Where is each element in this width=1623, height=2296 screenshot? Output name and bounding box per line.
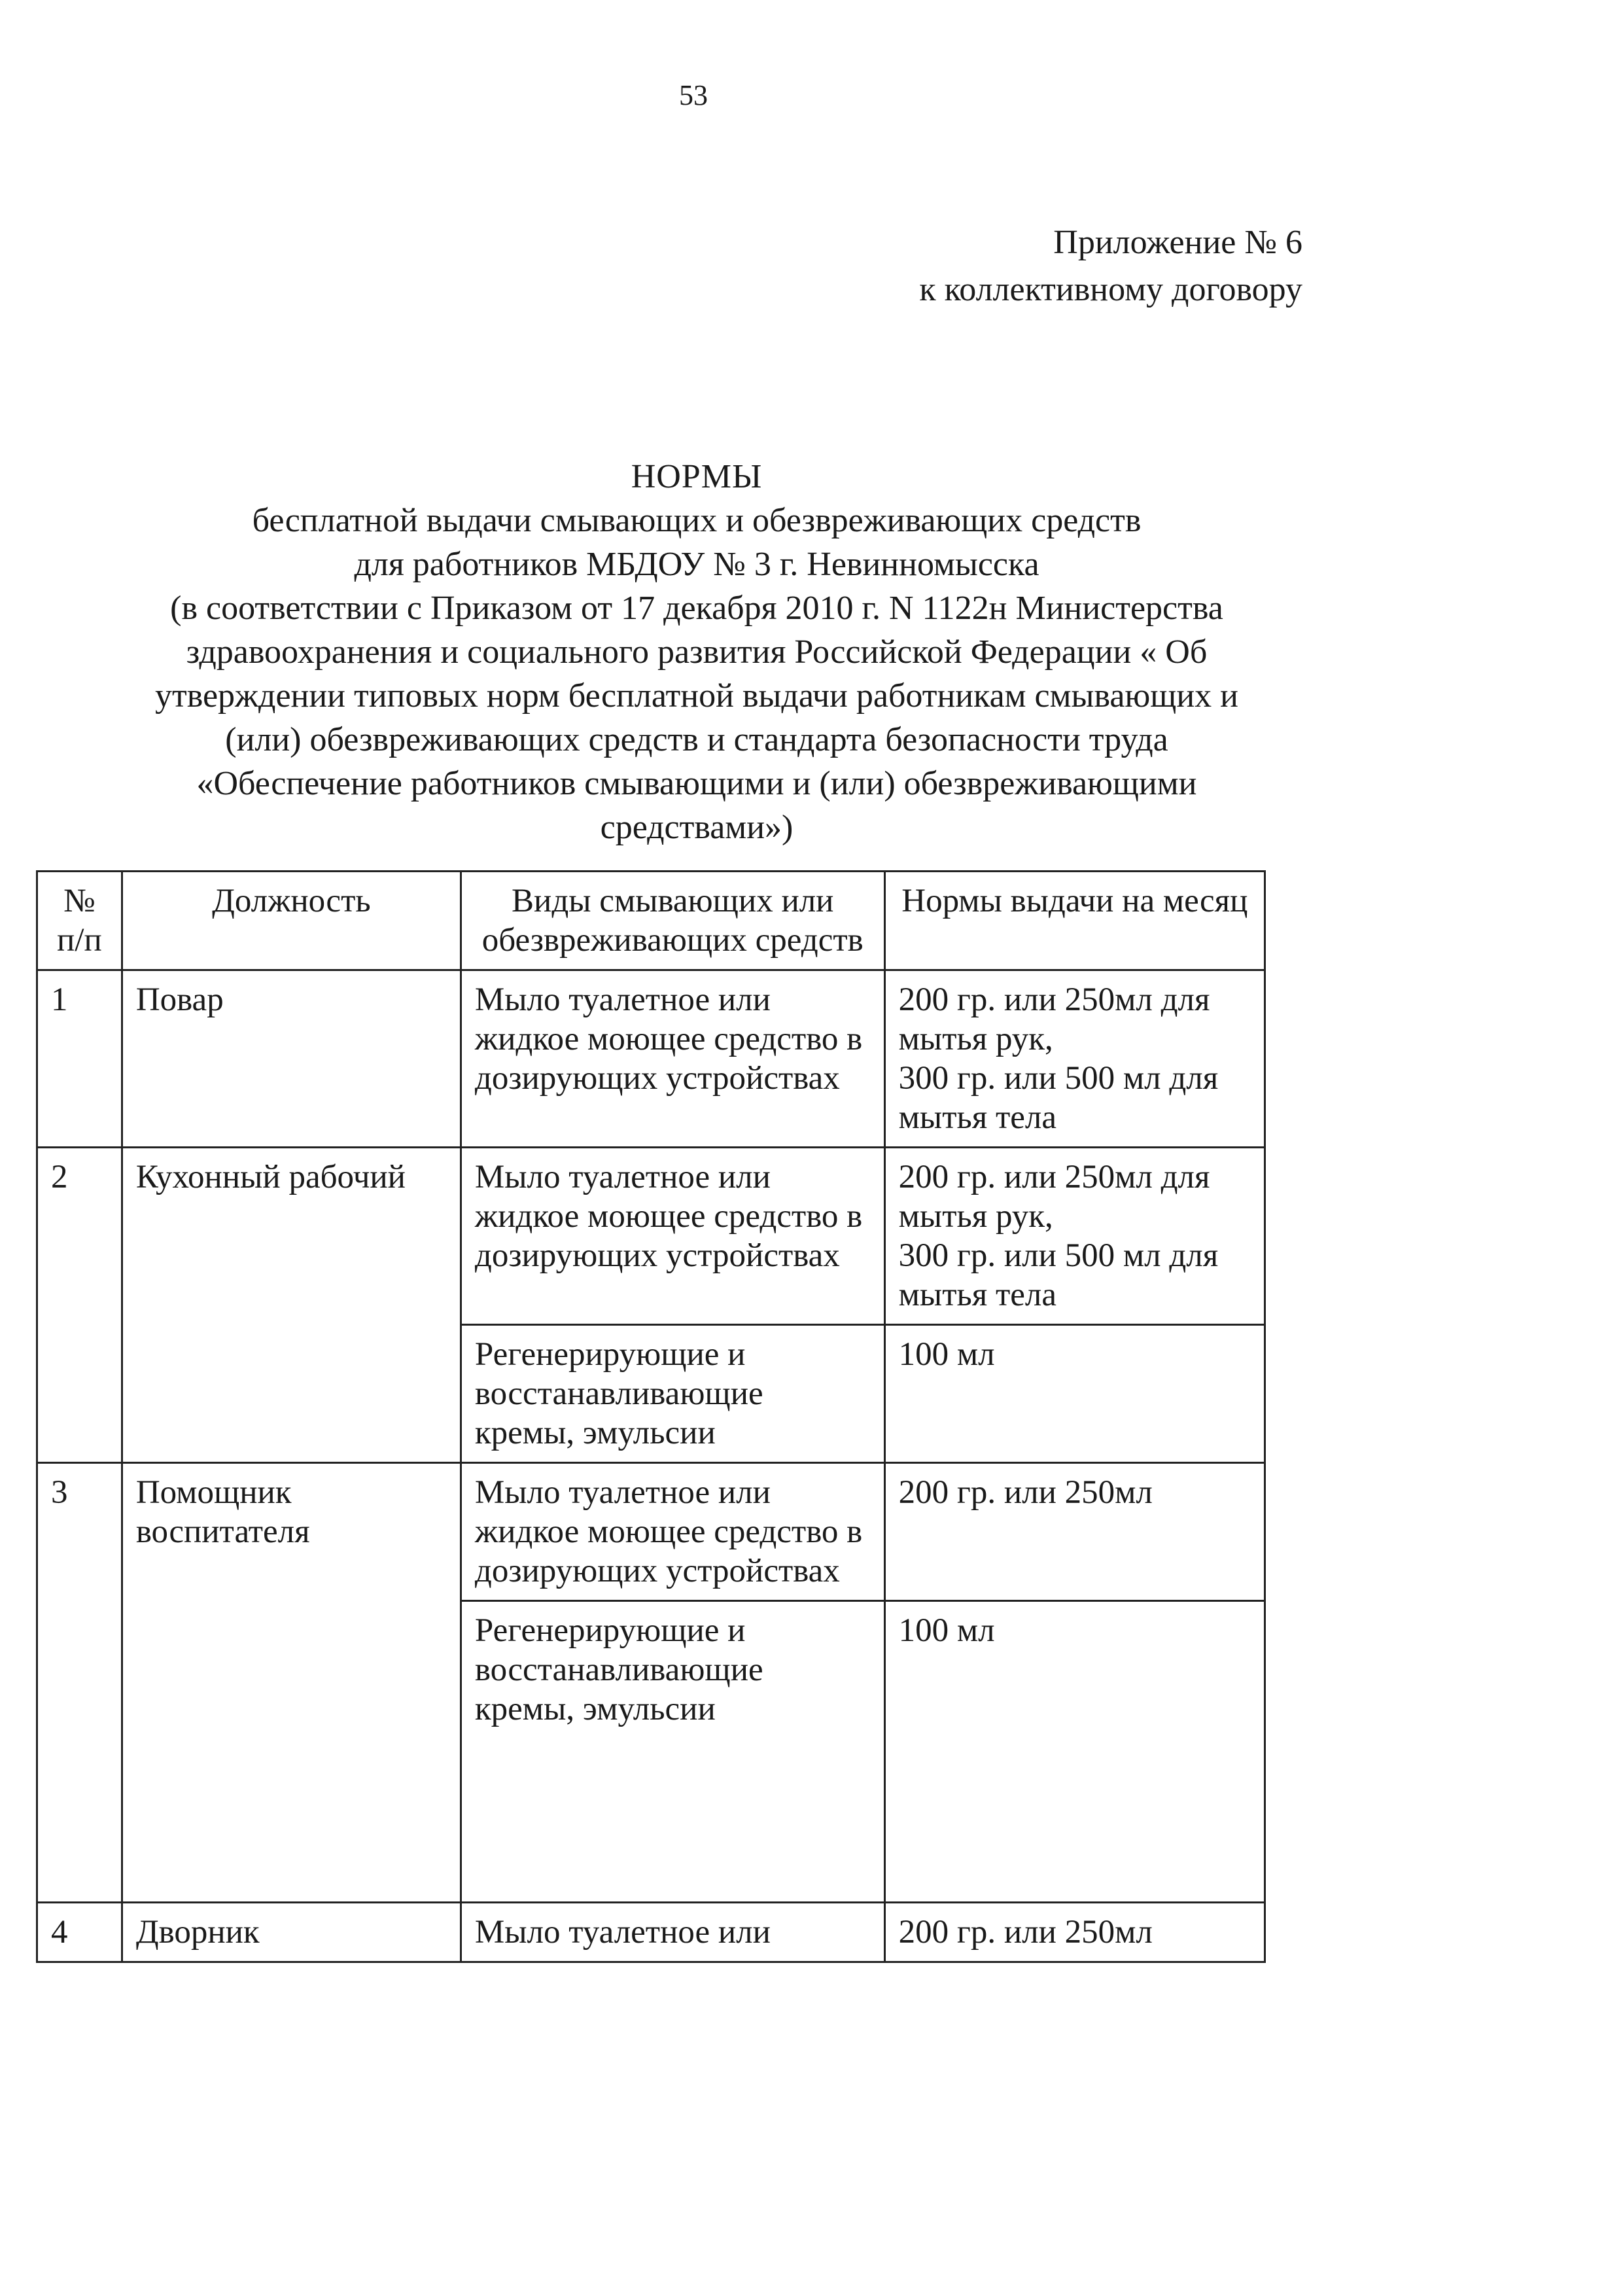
row-norm: 200 гр. или 250мл bbox=[884, 1903, 1265, 1962]
appendix-line-2: к коллективному договору bbox=[919, 271, 1302, 308]
row-type: Мыло туалетное или bbox=[461, 1903, 884, 1962]
row-num: 4 bbox=[37, 1903, 122, 1962]
row-norm: 200 гр. или 250мл для мытья рук, 300 гр. или 500 мл для мытья тела bbox=[884, 970, 1265, 1148]
title-line: средствами») bbox=[600, 809, 794, 846]
row-norm: 200 гр. или 250мл bbox=[884, 1463, 1265, 1601]
row-num: 1 bbox=[37, 970, 122, 1148]
table-row bbox=[37, 1463, 1265, 1601]
title-line: бесплатной выдачи смывающих и обезвреживающих средств bbox=[252, 502, 1142, 539]
table-row bbox=[37, 1903, 1265, 1962]
row-type: Мыло туалетное или жидкое моющее средство в дозирующих устройствах bbox=[461, 970, 884, 1148]
norms-table bbox=[36, 870, 1266, 1963]
table-row bbox=[37, 1148, 1265, 1325]
header-num: № п/п bbox=[37, 872, 122, 970]
row-position: Помощник воспитателя bbox=[122, 1463, 461, 1903]
row-norm: 100 мл bbox=[884, 1325, 1265, 1463]
row-position: Дворник bbox=[122, 1903, 461, 1962]
header-position: Должность bbox=[122, 872, 461, 970]
appendix-line-1: Приложение № 6 bbox=[1053, 224, 1302, 261]
row-num: 3 bbox=[37, 1463, 122, 1903]
title-line: здравоохранения и социального развития Российской Федерации « Об bbox=[186, 633, 1208, 671]
row-type: Мыло туалетное или жидкое моющее средство в дозирующих устройствах bbox=[461, 1148, 884, 1325]
header-norm: Нормы выдачи на месяц bbox=[884, 872, 1265, 970]
row-norm: 200 гр. или 250мл для мытья рук, 300 гр. или 500 мл для мытья тела bbox=[884, 1148, 1265, 1325]
row-type: Мыло туалетное или жидкое моющее средство в дозирующих устройствах bbox=[461, 1463, 884, 1601]
title-line: для работников МБДОУ № 3 г. Невинномысска bbox=[354, 546, 1039, 583]
page-number: 53 bbox=[679, 79, 708, 111]
row-position: Повар bbox=[122, 970, 461, 1148]
appendix-reference bbox=[919, 219, 1302, 313]
table-row bbox=[37, 970, 1265, 1148]
title-line: «Обеспечение работников смывающими и (или) обезвреживающими bbox=[196, 765, 1197, 802]
table-header-row bbox=[37, 872, 1265, 970]
row-type: Регенерирующие и восстанавливающие кремы, эмульсии bbox=[461, 1325, 884, 1463]
row-num: 2 bbox=[37, 1148, 122, 1463]
title-line: утверждении типовых норм бесплатной выдачи работникам смывающих и bbox=[155, 677, 1238, 715]
row-norm: 100 мл bbox=[884, 1601, 1265, 1903]
title-heading: НОРМЫ bbox=[631, 458, 763, 495]
document-title bbox=[46, 455, 1348, 849]
row-type: Регенерирующие и восстанавливающие кремы, эмульсии bbox=[461, 1601, 884, 1903]
title-line: (в соответствии с Приказом от 17 декабря 2010 г. N 1122н Министерства bbox=[170, 590, 1223, 627]
row-position: Кухонный рабочий bbox=[122, 1148, 461, 1463]
title-line: (или) обезвреживающих средств и стандарта безопасности труда bbox=[225, 721, 1168, 758]
header-type: Виды смывающих или обезвреживающих средств bbox=[461, 872, 884, 970]
